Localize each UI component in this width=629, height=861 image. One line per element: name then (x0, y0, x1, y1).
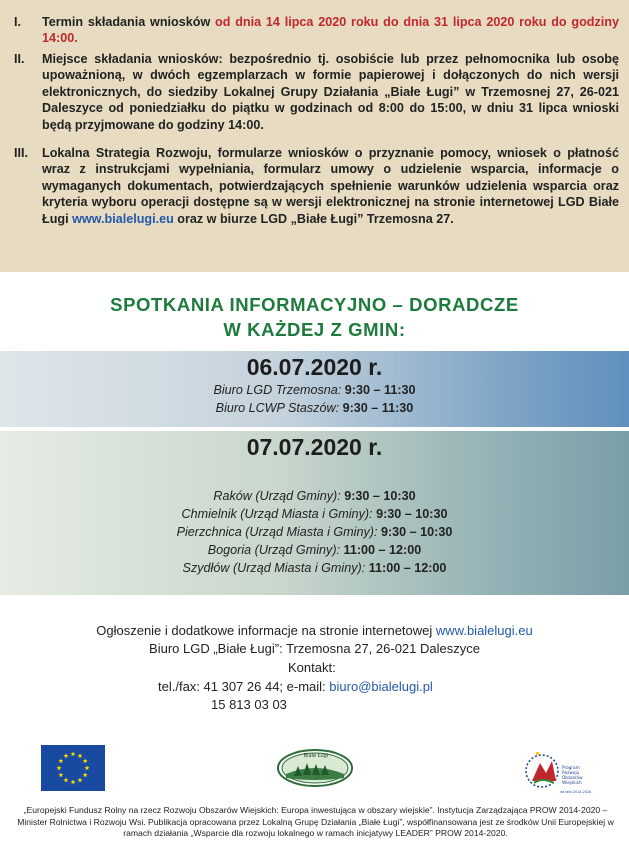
meeting-band-1 (0, 351, 629, 427)
prow-logo (522, 743, 602, 798)
svg-text:na lata 2014-2020: na lata 2014-2020 (560, 790, 592, 794)
meetings-heading-line1: SPOTKANIA INFORMACYJNO – DORADCZE (110, 294, 519, 315)
meeting-date: 07.07.2020 r. (246, 434, 383, 460)
eu-star-icon (83, 772, 88, 777)
condition-item-1 (14, 14, 619, 47)
eu-stars-icon (41, 745, 105, 791)
phone-number-2: 15 813 03 03 (211, 697, 287, 712)
eu-star-icon (57, 765, 62, 770)
eu-star-icon (78, 778, 83, 783)
conditions-box (0, 0, 629, 272)
svg-text:ProgramRozwojuObszarówWiejskic: Program Rozwoju Obszarów Wiejskich (562, 765, 583, 785)
condition-item-2 (14, 51, 619, 133)
item-number: II. (14, 52, 25, 66)
website-link[interactable]: www.bialelugi.eu (72, 211, 174, 226)
email-link[interactable]: biuro@bialelugi.pl (329, 679, 433, 694)
meetings-heading-line2: W KAŻDEJ Z GMIN: (223, 319, 406, 340)
svg-text:Biale Ługi: Biale Ługi (303, 753, 329, 759)
eu-flag-logo (41, 745, 105, 791)
meeting-entry: Chmielnik (Urząd Miasta i Gminy): 9:30 – 10:30 (181, 507, 448, 521)
phone-email-line: tel./fax: 41 307 26 44; e-mail: biuro@bialelugi.pl (158, 679, 433, 694)
eu-star-icon (85, 765, 90, 770)
meeting-band-2 (0, 431, 629, 595)
eu-star-icon (64, 778, 69, 783)
meeting-date: 06.07.2020 r. (246, 354, 383, 380)
footer-funding-note: „Europejski Fundusz Rolny na rzecz Rozwoju Obszarów Wiejskich: Europa inwestująca w obszary wiejskie”. Instytucja Zarządzająca PROW 2014-2020 – Minister Rolnictwa i Rozwoju Wsi. Publikacja opracowana przez Lokalną Grupę Działania „Białe Ługi”, współfinansowana jest ze środków Unii Europejskiej w ramach działania „Wsparcie dla rozwoju lokalnego w ramach inicjatywy LEADER” PROW 2014-2020. (17, 805, 614, 839)
deadline-dates: od dnia 14 lipca 2020 roku do dnia 31 lipca 2020 roku do godziny 14:00. (42, 15, 619, 46)
documents-text-suffix: oraz w biurze LGD „Białe Ługi” Trzemosna 27. (173, 211, 454, 226)
condition-item-3 (14, 145, 619, 227)
meeting-entry: Szydłów (Urząd Miasta i Gminy): 11:00 – 12:00 (182, 561, 447, 575)
eu-star-icon (83, 758, 88, 763)
item-number: I. (14, 15, 21, 29)
meeting-entry: Raków (Urząd Gminy): 9:30 – 10:30 (213, 489, 416, 503)
meeting-entry: Biuro LCWP Staszów: 9:30 – 11:30 (215, 401, 414, 415)
meeting-entry: Pierzchnica (Urząd Miasta i Gminy): 9:30 – 10:30 (176, 525, 453, 539)
contact-label: Kontakt: (288, 660, 336, 675)
submission-place-text: Miejsce składania wniosków: bezpośrednio tj. osobiście lub przez pełnomocnika lub osobę upoważnioną, w dwóch egzemplarzach w formie papierowej i dołączonych do nich wersji elektronicznych, do siedziby Lokalnej Grupy Działania „Białe Ługi” w Trzemosnej 27, 26-021 Daleszyce od poniedziałku do piątku w godzinach od 8:00 do 15:00, w dniu 31 lipca wnioski będą przyjmowane do godziny 14:00. (42, 52, 619, 132)
eu-star-icon (58, 772, 63, 777)
meeting-entry: Biuro LGD Trzemosna: 9:30 – 11:30 (213, 383, 416, 397)
lgd-biale-lugi-logo (276, 748, 354, 788)
meeting-entry: Bogoria (Urząd Gminy): 11:00 – 12:00 (207, 543, 422, 557)
item-number: III. (14, 146, 28, 160)
eu-star-icon (71, 751, 76, 756)
website-link[interactable]: www.bialelugi.eu (435, 623, 533, 638)
eu-star-icon (64, 753, 69, 758)
eu-star-icon (58, 758, 63, 763)
documents-text: Lokalna Strategia Rozwoju, formularze wniosków o przyznanie pomocy, wniosek o płatność wraz z instrukcjami wypełniania, formularz umowy o udzielenie wsparcia, informacje o wymaganych dokumentach, potwierdzających spełnienie warunków udzielenia wsparcia oraz kryteria wyboru operacji dostępne są w wersji elektronicznej na stronie internetowej LGD Białe Ługi (42, 146, 619, 226)
deadline-label: Termin składania wniosków (42, 15, 216, 29)
eu-star-icon (78, 753, 83, 758)
eu-star-icon (71, 779, 76, 784)
office-address: Biuro LGD „Białe Ługi”: Trzemosna 27, 26-021 Daleszyce (149, 641, 480, 656)
announcement-line: Ogłoszenie i dodatkowe informacje na stronie internetowej www.bialelugi.eu (96, 623, 533, 638)
